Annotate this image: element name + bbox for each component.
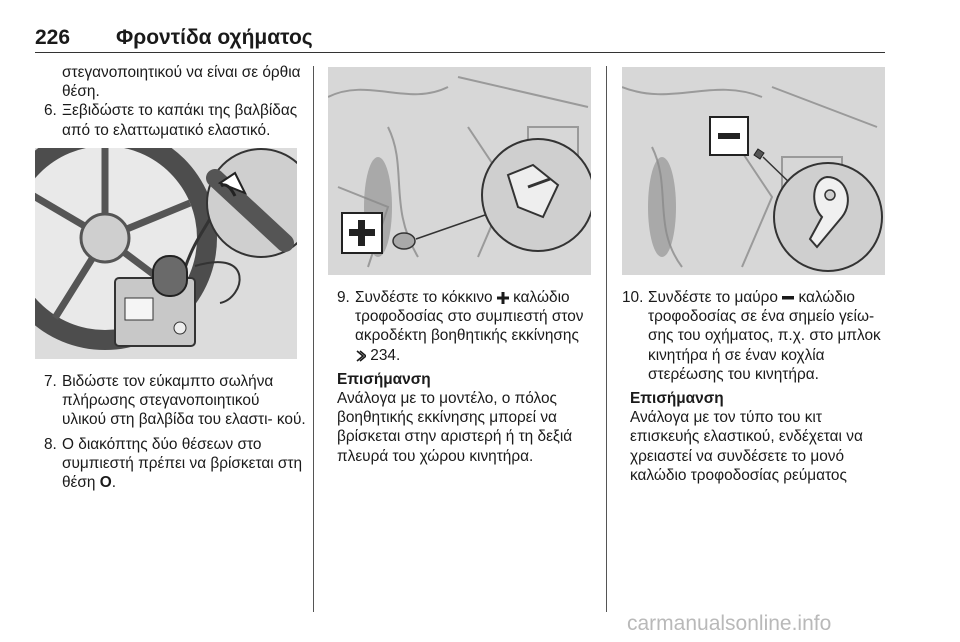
step-number: 7.	[44, 373, 57, 390]
engine-bay-positive-illustration	[328, 67, 591, 275]
column-3-text	[622, 288, 888, 485]
engine-bay-ground-illustration	[622, 67, 885, 275]
watermark: carmanualsonline.info	[627, 612, 832, 635]
note-title: Επισήμανση	[630, 390, 724, 408]
column-2-text	[337, 288, 599, 466]
note-title: Επισήμανση	[337, 370, 431, 388]
minus-icon	[718, 133, 740, 139]
step-text	[62, 435, 306, 493]
page-reference[interactable]: 234.	[370, 346, 401, 364]
column-1-bottom-text	[44, 372, 306, 492]
step-9	[337, 288, 599, 365]
column-divider-1	[313, 66, 314, 612]
step-8-text: Ο διακόπτης δύο θέσεων στο συμπιεστή πρέπει να βρίσκεται στη θέση	[62, 435, 303, 492]
tire-compressor-illustration	[35, 148, 297, 359]
plus-icon	[497, 292, 509, 304]
step-text: Ξεβιδώστε το καπάκι της βαλβίδας από το ελαττωματικό ελαστικό.	[62, 102, 298, 139]
step-text	[355, 288, 599, 365]
column-divider-2	[606, 66, 607, 612]
arrow-reference-icon	[355, 350, 366, 362]
page-title: Φροντίδα οχήματος	[116, 26, 313, 49]
step-text: Βιδώστε τον εύκαμπτο σωλήνα πλήρωσης στεγανοποιητικού υλικού στη βαλβίδα του ελαστι- κού.	[62, 373, 306, 429]
step-6	[44, 101, 306, 139]
step-9-text-before: Συνδέστε το κόκκινο	[355, 289, 497, 306]
figure-tire-compressor	[35, 148, 297, 359]
column-1-top-text	[44, 63, 306, 140]
step-10-text-before: Συνδέστε το μαύρο	[648, 289, 783, 306]
step-text	[648, 288, 888, 384]
minus-icon	[782, 292, 794, 304]
step-8-end: .	[111, 474, 117, 492]
switch-position-symbol: O	[99, 474, 112, 492]
step-10-text-after: καλώδιο τροφοδοσίας σε ένα σημείο γείω- σης του οχήματος, π.χ. στο μπλοκ κινητήρα ή σε έναν κοχλία στερέωσης του κινητήρα.	[648, 289, 881, 383]
step-7	[44, 372, 306, 430]
step-8	[44, 435, 306, 493]
figure-positive-terminal	[328, 67, 591, 275]
step-number: 10.	[622, 289, 644, 306]
step-10	[622, 288, 888, 384]
step-9-text-after: καλώδιο τροφοδοσίας στο συμπιεστή στον ακροδέκτη βοηθητικής εκκίνησης	[355, 289, 584, 345]
step-number: 8.	[44, 435, 57, 453]
step-number: 9.	[337, 289, 350, 306]
figure-ground-point	[622, 67, 885, 275]
header-divider	[35, 52, 885, 53]
page-number: 226	[35, 26, 71, 49]
note-text: Ανάλογα με τον τύπο του κιτ επισκευής ελαστικού, ενδέχεται να χρειαστεί να συνδέσετε το μονό καλώδιο τροφοδοσίας ρεύματος	[630, 409, 863, 484]
step-number: 6.	[44, 102, 57, 120]
continuation-text: στεγανοποιητικού να είναι σε όρθια θέση.	[62, 64, 301, 101]
note-text: Ανάλογα με το μοντέλο, ο πόλος βοηθητικής εκκίνησης μπορεί να βρίσκεται στην αριστερή ή τη δεξιά πλευρά του χώρου κινητήρα.	[337, 390, 573, 465]
